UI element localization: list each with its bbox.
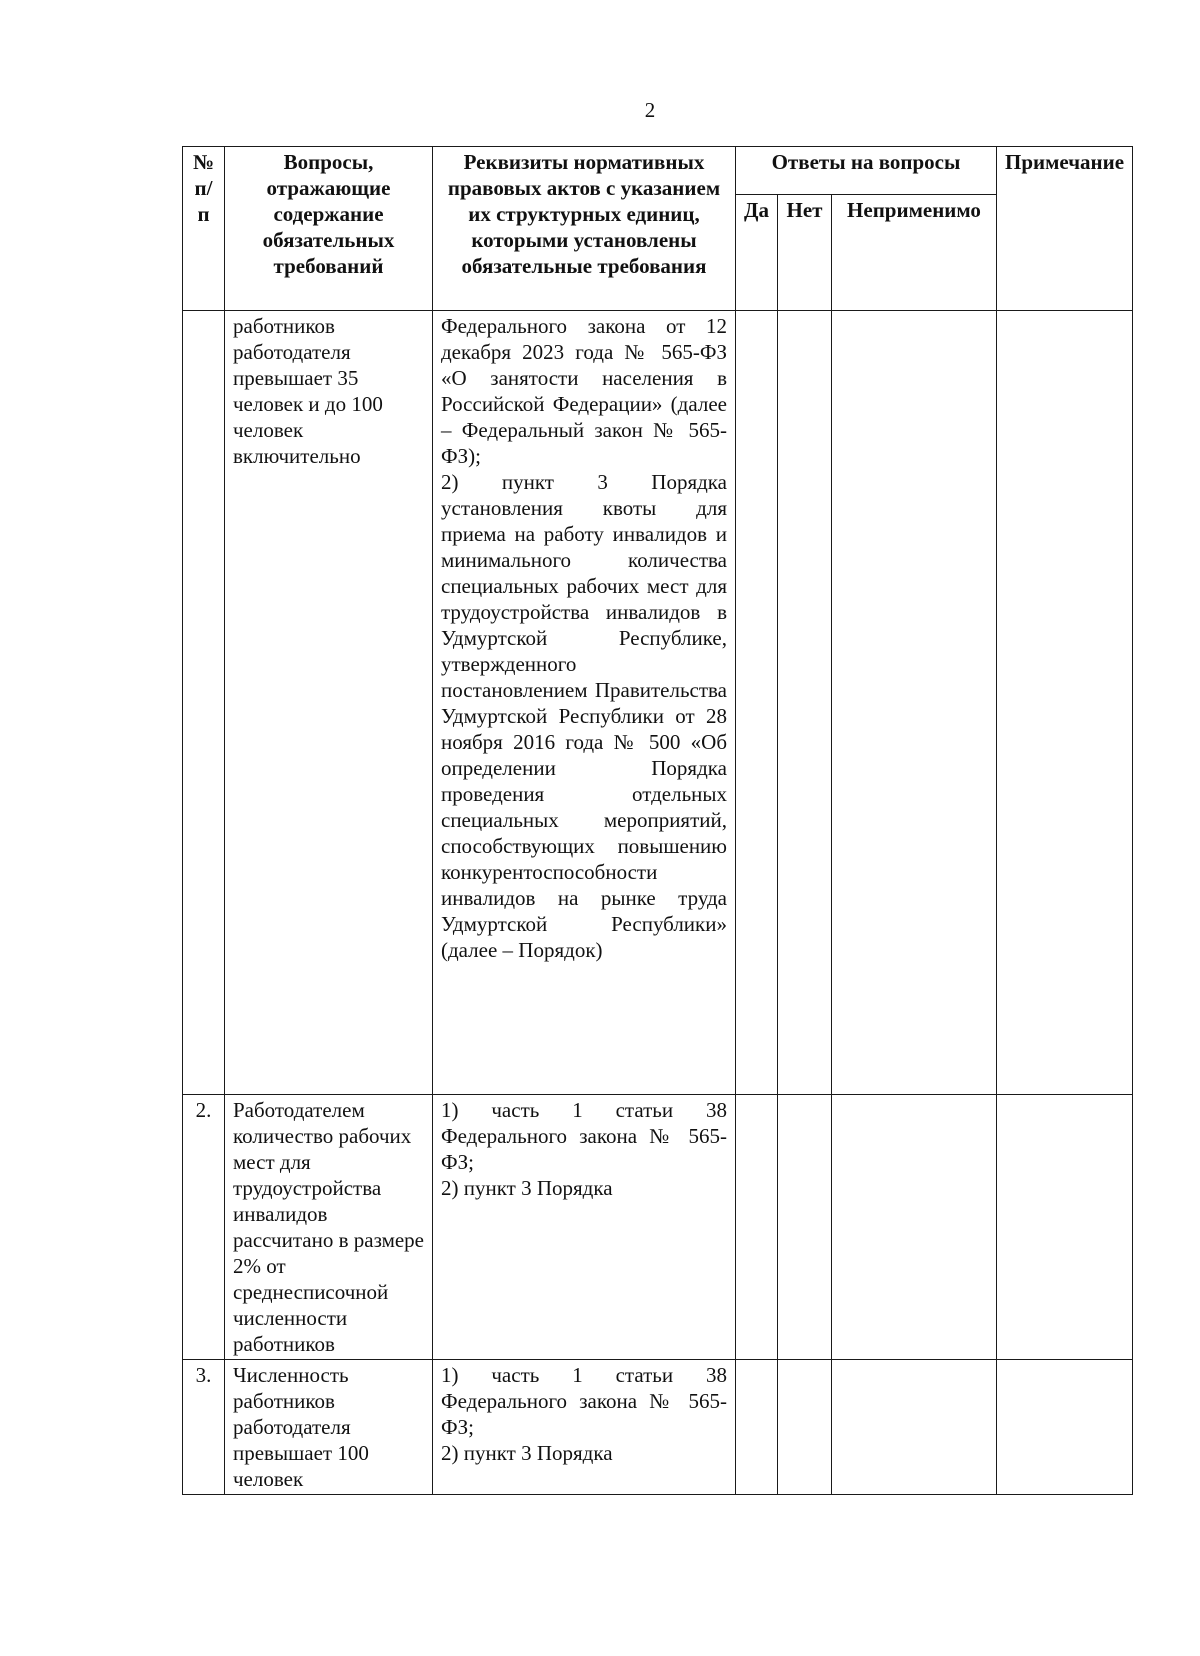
page-number: 2 (644, 98, 656, 122)
row-number (183, 311, 225, 1095)
question-text: Численность работников работодателя превышает 100 человек (225, 1360, 433, 1495)
legal-item: 1) часть 1 статьи 38 Федерального закона № 565-ФЗ; (441, 1098, 727, 1174)
row-number: 3. (183, 1360, 225, 1495)
legal-item: Федерального закона от 12 декабря 2023 года № 565-ФЗ «О занятости населения в Российской Федерации» (далее – Федеральный закон № 565-ФЗ); (441, 314, 727, 468)
note-cell[interactable] (997, 311, 1133, 1095)
legal-item: 2) пункт 3 Порядка (441, 1176, 613, 1200)
question-text: работников работодателя превышает 35 человек и до 100 человек включительно (225, 311, 433, 1095)
answer-yes-cell[interactable] (736, 1360, 778, 1495)
legal-reference (433, 311, 736, 1095)
table-row (183, 311, 1133, 1095)
answer-no-cell[interactable] (778, 1360, 832, 1495)
table-row (183, 1095, 1133, 1360)
question-text: Работодателем количество рабочих мест для трудоустройства инвалидов рассчитано в размере 2% от среднесписочной численности работников (225, 1095, 433, 1360)
note-cell[interactable] (997, 1095, 1133, 1360)
answer-not-applicable-cell[interactable] (832, 311, 997, 1095)
header-question: Вопросы, отражающие содержание обязательных требований (225, 147, 433, 311)
answer-yes-cell[interactable] (736, 1095, 778, 1360)
header-legal: Реквизиты нормативных правовых актов с указанием их структурных единиц, которыми установлены обязательные требования (433, 147, 736, 311)
row-number: 2. (183, 1095, 225, 1360)
header-answers: Ответы на вопросы (736, 147, 997, 195)
legal-item: 2) пункт 3 Порядка установления квоты для приема на работу инвалидов и минимального количества специальных рабочих мест для трудоустройства инвалидов в Удмуртской Республике, утвержденного постановлением Правительства Удмуртской Республики от 28 ноября 2016 года № 500 «Об определении Порядка проведения отдельных специальных мероприятий, способствующих повышению конкурентоспособности инвалидов на рынке труда Удмуртской Республики» (далее – Порядок) (441, 470, 727, 962)
table-row (183, 1360, 1133, 1495)
header-note: Примечание (997, 147, 1133, 311)
header-yes: Да (736, 195, 778, 311)
answer-not-applicable-cell[interactable] (832, 1095, 997, 1360)
header-no: Нет (778, 195, 832, 311)
legal-reference (433, 1095, 736, 1360)
header-num: № п/п (183, 147, 225, 311)
answer-not-applicable-cell[interactable] (832, 1360, 997, 1495)
answer-yes-cell[interactable] (736, 311, 778, 1095)
header-not-applicable: Неприменимо (832, 195, 997, 311)
answer-no-cell[interactable] (778, 1095, 832, 1360)
legal-item: 1) часть 1 статьи 38 Федерального закона № 565-ФЗ; (441, 1363, 727, 1439)
legal-reference (433, 1360, 736, 1495)
note-cell[interactable] (997, 1360, 1133, 1495)
legal-item: 2) пункт 3 Порядка (441, 1441, 613, 1465)
answer-no-cell[interactable] (778, 311, 832, 1095)
checklist-table (182, 146, 1133, 1495)
